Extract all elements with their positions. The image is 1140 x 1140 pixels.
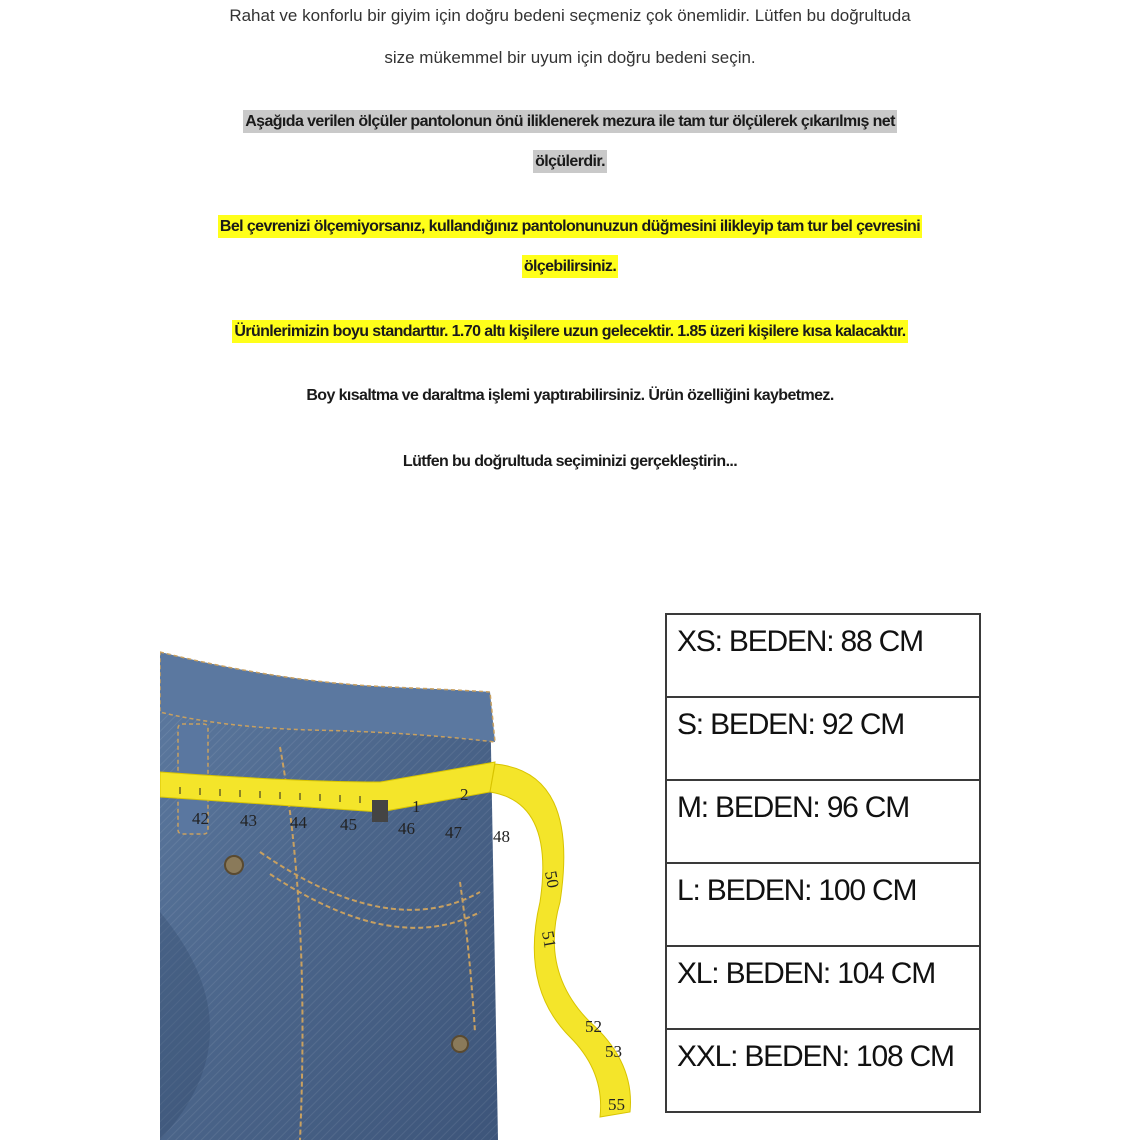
size-chart-table xyxy=(665,613,981,1113)
tape-number-43: 43 xyxy=(240,811,257,830)
table-row xyxy=(666,863,980,946)
tape-number-1: 1 xyxy=(412,797,421,816)
tape-number-46: 46 xyxy=(398,819,415,838)
table-row xyxy=(666,697,980,780)
measure-line-2: ölçülerdir. xyxy=(533,150,607,173)
length-note: Ürünlerimizin boyu standarttır. 1.70 altı kişilere uzun gelecektir. 1.85 üzeri kişilere kısa kalacaktır. xyxy=(232,320,907,343)
waist-line-2: ölçebilirsiniz. xyxy=(522,255,618,278)
size-xl-cell: XL: BEDEN: 104 CM xyxy=(666,946,980,1029)
tape-number-47: 47 xyxy=(445,823,462,842)
intro-line-2: size mükemmel bir uyum için doğru bedeni seçin. xyxy=(384,48,756,67)
waist-line-1: Bel çevrenizi ölçemiyorsanız, kullandığınız pantolonunuzun düğmesini ilikleyip tam tur bel çevresini xyxy=(218,215,922,238)
tape-number-50: 50 xyxy=(541,869,563,890)
table-row xyxy=(666,946,980,1029)
size-m-cell: M: BEDEN: 96 CM xyxy=(666,780,980,863)
tape-number-53: 53 xyxy=(605,1042,622,1061)
intro-line-1: Rahat ve konforlu bir giyim için doğru bedeni seçmeniz çok önemlidir. Lütfen bu doğrultuda xyxy=(229,6,911,25)
tape-number-44: 44 xyxy=(290,813,307,832)
size-xs-cell: XS: BEDEN: 88 CM xyxy=(666,614,980,697)
tape-number-45: 45 xyxy=(340,815,357,834)
table-row xyxy=(666,1029,980,1112)
tape-number-42: 42 xyxy=(192,809,209,828)
length-paragraph xyxy=(200,312,940,352)
closing-paragraph xyxy=(200,442,940,482)
measure-line-1: Aşağıda verilen ölçüler pantolonun önü iliklenerek mezura ile tam tur ölçülerek çıkarılmış net xyxy=(243,110,897,133)
size-l-cell: L: BEDEN: 100 CM xyxy=(666,863,980,946)
tape-number-52: 52 xyxy=(585,1017,602,1036)
closing-note: Lütfen bu doğrultuda seçiminizi gerçekleştirin... xyxy=(402,453,738,470)
alteration-paragraph xyxy=(200,376,940,416)
size-s-cell: S: BEDEN: 92 CM xyxy=(666,697,980,780)
tape-number-51: 51 xyxy=(538,929,560,950)
jeans-measuring-tape-photo xyxy=(160,612,645,1140)
intro-paragraph xyxy=(200,0,940,79)
tape-number-2: 2 xyxy=(460,785,469,804)
table-row xyxy=(666,614,980,697)
waist-paragraph xyxy=(200,207,940,287)
measurement-paragraph xyxy=(200,102,940,182)
size-xxl-cell: XXL: BEDEN: 108 CM xyxy=(666,1029,980,1112)
tape-number-55: 55 xyxy=(608,1095,625,1114)
tape-number-48: 48 xyxy=(493,827,510,846)
alteration-note: Boy kısaltma ve daraltma işlemi yaptırabilirsiniz. Ürün özelliğini kaybetmez. xyxy=(306,387,834,404)
table-row xyxy=(666,780,980,863)
